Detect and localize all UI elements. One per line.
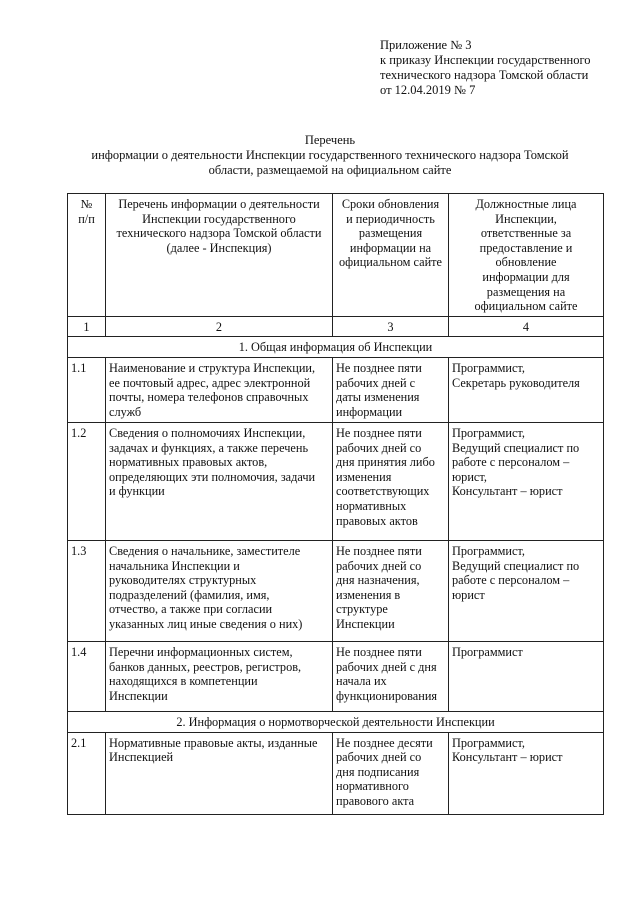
cell-line: Программист, (452, 425, 525, 440)
cell-line: информации (336, 404, 403, 419)
cell-line: отчество, а также при согласии (109, 602, 273, 617)
section-title: 1. Общая информация об Инспекции (68, 337, 604, 358)
cell-line: дня принятия либо (336, 455, 435, 470)
cell-line: подразделений (фамилия, имя, (109, 587, 270, 602)
cell-line: Программист, (452, 543, 525, 558)
cell-line: размещения на (486, 284, 566, 299)
header-cell-term (333, 194, 449, 317)
table-row (68, 641, 604, 711)
cell-line: почты, номера телефонов справочных (109, 390, 309, 405)
cell-line: рабочих дней со (336, 558, 422, 573)
cell-line: Программист, (452, 360, 525, 375)
table-header-row (68, 194, 604, 317)
cell-line: указанных лиц иные сведения о них) (109, 616, 303, 631)
cell-line: предоставление и (479, 240, 573, 255)
cell-line: определяющих эти полномочия, задачи (109, 469, 316, 484)
cell-line: служб (109, 404, 142, 419)
row-term (333, 641, 449, 711)
cell-line: п/п (78, 211, 95, 226)
cell-line: Не позднее пяти (336, 543, 422, 558)
info-table (67, 193, 604, 815)
cell-line: рабочих дней с дня (336, 659, 437, 674)
cell-line: задачах и функциях, а также перечень (109, 440, 309, 455)
cell-line: Ведущий специалист по (452, 558, 580, 573)
table-row (68, 732, 604, 814)
annex-title: Приложение № 3 (380, 38, 472, 52)
cell-line: ее почтовый адрес, адрес электронной (109, 375, 311, 390)
cell-line: официальном сайте (339, 255, 442, 270)
header-cell-number (68, 194, 106, 317)
cell-line: № (80, 197, 93, 211)
cell-line: функционирования (336, 688, 438, 703)
cell-line: нормативных (336, 498, 407, 513)
cell-line: Инспекции (109, 688, 168, 703)
cell-line: Сроки обновления (341, 197, 440, 211)
row-number: 1.4 (68, 641, 106, 711)
cell-line: дня назначения, (336, 573, 420, 588)
cell-line: руководителях структурных (109, 573, 257, 588)
header-cell-responsible (449, 194, 604, 317)
cell-line: Наименование и структура Инспекции, (109, 360, 316, 375)
row-term (333, 422, 449, 540)
column-number-row (68, 316, 604, 337)
cell-line: дня подписания (336, 764, 420, 779)
row-responsible (449, 422, 604, 540)
cell-line: Нормативные правовые акты, изданные (109, 735, 318, 750)
annex-order-ref: к приказу Инспекции государственного (380, 53, 591, 67)
cell-line: рабочих дней со (336, 750, 422, 765)
cell-line: Консультант – юрист (452, 750, 563, 765)
header-cell-info (106, 194, 333, 317)
cell-line: Консультант – юрист (452, 484, 563, 499)
cell-line: Инспекцией (109, 750, 174, 765)
cell-line: Не позднее пяти (336, 644, 422, 659)
cell-line: Инспекции государственного (142, 211, 296, 226)
cell-line: и функции (109, 484, 165, 499)
section-title: 2. Информация о нормотворческой деятельности Инспекции (68, 711, 604, 732)
title-line: информации о деятельности Инспекции государственного технического надзора Томской (91, 148, 569, 162)
cell-line: работе с персоналом – (452, 455, 570, 470)
column-number: 3 (333, 316, 449, 337)
column-number: 4 (449, 316, 604, 337)
row-responsible (449, 732, 604, 814)
cell-line: Ведущий специалист по (452, 440, 580, 455)
cell-line: начальника Инспекции и (109, 558, 240, 573)
section-row (68, 711, 604, 732)
cell-line: юрист (452, 587, 485, 602)
cell-line: обновление (495, 255, 557, 270)
cell-line: даты изменения (336, 390, 420, 405)
cell-line: Секретарь руководителя (452, 375, 580, 390)
cell-line: Перечни информационных систем, (109, 644, 293, 659)
title-line: Перечень (304, 133, 356, 147)
table-row (68, 540, 604, 641)
row-term (333, 732, 449, 814)
annex-order-ref: технического надзора Томской области (380, 68, 589, 82)
cell-line: Программист (452, 644, 523, 659)
row-responsible (449, 641, 604, 711)
table-row (68, 357, 604, 422)
cell-line: нормативного (336, 779, 409, 794)
cell-line: изменения в (336, 587, 401, 602)
document-title (60, 133, 600, 178)
cell-line: правового акта (336, 793, 415, 808)
annex-order-date: от 12.04.2019 № 7 (380, 83, 476, 97)
row-term (333, 357, 449, 422)
row-number: 1.1 (68, 357, 106, 422)
cell-line: Перечень информации о деятельности (118, 197, 320, 211)
row-info (106, 422, 333, 540)
cell-line: Не позднее десяти (336, 735, 433, 750)
row-info (106, 641, 333, 711)
cell-line: Инспекции (336, 616, 395, 631)
cell-line: работе с персоналом – (452, 573, 570, 588)
cell-line: Сведения о начальнике, заместителе (109, 543, 301, 558)
row-info (106, 540, 333, 641)
cell-line: Сведения о полномочиях Инспекции, (109, 425, 306, 440)
row-number: 2.1 (68, 732, 106, 814)
row-responsible (449, 357, 604, 422)
row-number: 1.2 (68, 422, 106, 540)
cell-line: нормативных правовых актов, (109, 455, 268, 470)
cell-line: размещения (358, 226, 423, 241)
cell-line: находящихся в компетенции (109, 674, 258, 689)
cell-line: информации на (349, 240, 432, 255)
cell-line: начала их (336, 674, 387, 689)
cell-line: Программист, (452, 735, 525, 750)
annex-block (380, 38, 591, 98)
cell-line: юрист, (452, 469, 487, 484)
table-row (68, 422, 604, 540)
cell-line: Не позднее пяти (336, 425, 422, 440)
cell-line: официальном сайте (474, 299, 578, 314)
title-line: области, размещаемой на официальном сайте (208, 163, 452, 177)
cell-line: соответствующих (336, 484, 430, 499)
cell-line: изменения (336, 469, 392, 484)
cell-line: Должностные лица (475, 197, 577, 211)
column-number: 2 (106, 316, 333, 337)
section-row (68, 337, 604, 358)
cell-line: информации для (482, 269, 570, 284)
row-number: 1.3 (68, 540, 106, 641)
cell-line: банков данных, реестров, регистров, (109, 659, 302, 674)
row-info (106, 357, 333, 422)
row-responsible (449, 540, 604, 641)
cell-line: технического надзора Томской области (116, 226, 322, 241)
cell-line: рабочих дней со (336, 440, 422, 455)
column-number: 1 (68, 316, 106, 337)
cell-line: структуре (336, 602, 388, 617)
cell-line: рабочих дней с (336, 375, 416, 390)
cell-line: Инспекции, (495, 211, 557, 226)
cell-line: (далее - Инспекция) (166, 240, 272, 255)
row-term (333, 540, 449, 641)
cell-line: ответственные за (480, 226, 572, 241)
row-info (106, 732, 333, 814)
cell-line: и периодичность (346, 211, 435, 226)
cell-line: правовых актов (336, 513, 418, 528)
cell-line: Не позднее пяти (336, 360, 422, 375)
